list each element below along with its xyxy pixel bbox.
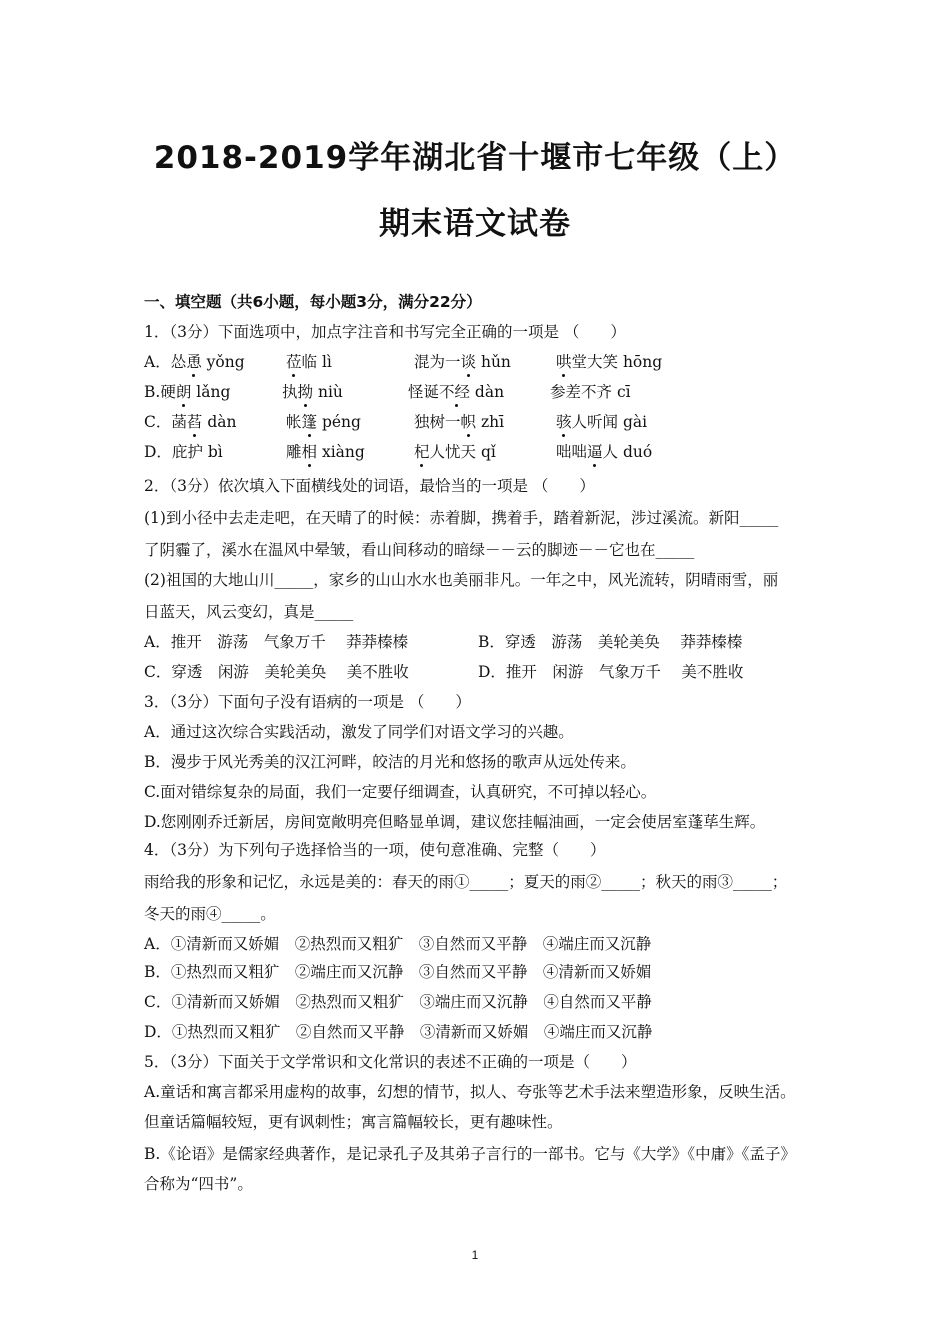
q5-option-a-line2: 但童话篇幅较短，更有讽刺性；寓言篇幅较长，更有趣味性。 bbox=[144, 1113, 563, 1131]
q5-option-b-line2: 合称为“四书”。 bbox=[144, 1175, 253, 1193]
q2-option-a: A．推开 游荡 气象万千 莽莽榛榛 bbox=[144, 633, 409, 651]
q1-stem: 1．（3分）下面选项中，加点字注音和书写完全正确的一项是 （ ） bbox=[144, 323, 626, 341]
q4-option-b: B．①热烈而又粗犷 ②端庄而又沉静 ③自然而又平静 ④清新而又娇媚 bbox=[144, 963, 652, 981]
exam-title-line1: 2018-2019学年湖北省十堰市七年级（上） bbox=[153, 140, 797, 176]
exam-title-line2: 期末语文试卷 bbox=[379, 206, 571, 242]
q4-option-a: A．①清新而又娇媚 ②热烈而又粗犷 ③自然而又平静 ④端庄而又沉静 bbox=[144, 935, 652, 953]
q4-sentence-line2: 冬天的雨④_____。 bbox=[144, 905, 276, 923]
q3-option-c: C.面对错综复杂的局面，我们一定要仔细调查，认真研究，不可掉以轻心。 bbox=[144, 783, 657, 801]
q2-option-d: D．推开 闲游 气象万千 美不胜收 bbox=[478, 663, 744, 681]
q5-stem: 5．（3分）下面关于文学常识和文化常识的表述不正确的一项是（ ） bbox=[144, 1053, 637, 1071]
q2-passage1-line2: 了阴霾了，溪水在温风中晕皱，看山间移动的暗绿－－云的脚迹－－它也在_____ bbox=[144, 541, 695, 559]
q2-passage2-line2: 日蓝天，风云变幻，真是_____ bbox=[144, 603, 354, 621]
section-heading: 一、填空题（共6小题，每小题3分，满分22分） bbox=[144, 293, 482, 311]
q4-option-c: C．①清新而又娇媚 ②热烈而又粗犷 ③端庄而又沉静 ④自然而又平静 bbox=[144, 993, 652, 1011]
q2-passage1-line1: (1)到小径中去走走吧，在天晴了的时候：赤着脚，携着手，踏着新泥，涉过溪流。新阳_____ bbox=[144, 509, 779, 527]
q4-sentence-line1: 雨给我的形象和记忆，永远是美的：春天的雨①_____；夏天的雨②_____；秋天的雨③_____； bbox=[144, 873, 788, 891]
q3-option-a: A．通过这次综合实践活动，激发了同学们对语文学习的兴趣。 bbox=[144, 723, 574, 741]
q2-passage2-line1: (2)祖国的大地山川_____，家乡的山山水水也美丽非凡。一年之中，风光流转，阴晴雨雪，丽 bbox=[144, 571, 779, 589]
page-number: 1 bbox=[471, 1248, 479, 1262]
q5-option-b-line1: B.《论语》是儒家经典著作，是记录孔子及其弟子言行的一部书。它与《大学》《中庸》《孟子》 bbox=[144, 1145, 796, 1163]
q2-option-c: C．穿透 闲游 美轮美奂 美不胜收 bbox=[144, 663, 409, 681]
q3-option-b: B．漫步于风光秀美的汉江河畔，皎洁的月光和悠扬的歌声从远处传来。 bbox=[144, 753, 636, 771]
q2-stem: 2．（3分）依次填入下面横线处的词语，最恰当的一项是 （ ） bbox=[144, 477, 595, 495]
q4-option-d: D．①热烈而又粗犷 ②自然而又平静 ③清新而又娇媚 ④端庄而又沉静 bbox=[144, 1023, 653, 1041]
q3-stem: 3．（3分）下面句子没有语病的一项是 （ ） bbox=[144, 693, 471, 711]
q5-option-a-line1: A.童话和寓言都采用虚构的故事，幻想的情节，拟人、夸张等艺术手法来塑造形象，反映生活。 bbox=[144, 1083, 796, 1101]
q2-option-b: B．穿透 游荡 美轮美奂 莽莽榛榛 bbox=[478, 633, 743, 651]
q4-stem: 4．（3分）为下列句子选择恰当的一项，使句意准确、完整（ ） bbox=[144, 841, 606, 859]
q3-option-d: D.您刚刚乔迁新居，房间宽敞明亮但略显单调，建议您挂幅油画，一定会使居室蓬荜生辉。 bbox=[144, 813, 766, 831]
